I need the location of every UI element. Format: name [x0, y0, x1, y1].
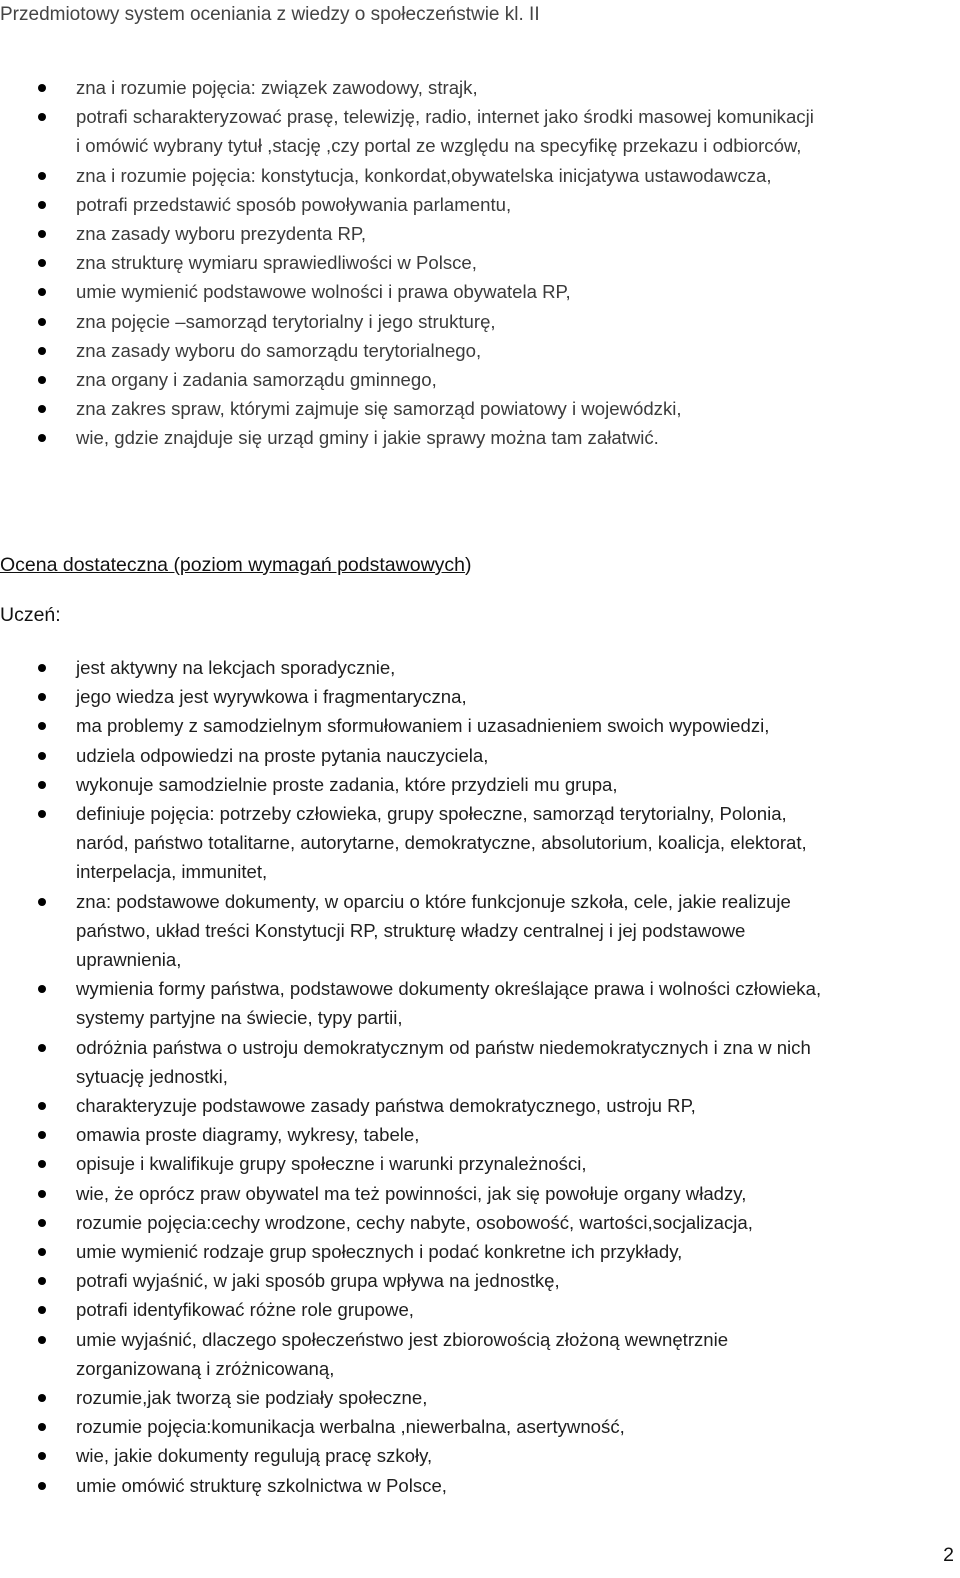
- list-item-text: sytuację jednostki,: [76, 1065, 228, 1087]
- list-item: [0, 1471, 950, 1500]
- section-heading: [0, 554, 472, 577]
- list-item-text: zna pojęcie –samorząd terytorialny i jego strukturę,: [76, 310, 496, 332]
- list-item: [0, 1383, 950, 1412]
- students-label: Uczeń:: [0, 604, 61, 626]
- page-number: 2: [943, 1544, 954, 1566]
- list-item: [0, 219, 950, 248]
- list-item-text: zna strukturę wymiaru sprawiedliwości w Polsce,: [76, 252, 477, 274]
- section-heading-tail: ): [465, 554, 472, 576]
- list-item: [0, 394, 950, 423]
- list-item-text: umie wymienić rodzaje grup społecznych i podać konkretne ich przykłady,: [76, 1241, 683, 1263]
- list-item-text: uprawnienia,: [76, 949, 182, 971]
- list-item-text: omawia proste diagramy, wykresy, tabele,: [76, 1124, 420, 1146]
- list-item-text: i omówić wybrany tytuł ,stację ,czy portal ze względu na specyfikę przekazu i odbiorców,: [76, 135, 802, 157]
- list-item-text: opisuje i kwalifikuje grupy społeczne i warunki przynależności,: [76, 1153, 587, 1175]
- list-item-text: rozumie pojęcia:cechy wrodzone, cechy nabyte, osobowość, wartości,socjalizacja,: [76, 1211, 753, 1233]
- list-item: [0, 365, 950, 394]
- list-item-text: zna zasady wyboru do samorządu terytorialnego,: [76, 339, 482, 361]
- list-item: [0, 1091, 950, 1120]
- list-item-text: potrafi wyjaśnić, w jaki sposób grupa wpływa na jednostkę,: [76, 1270, 560, 1292]
- section-heading-text: Ocena dostateczna (poziom wymagań podstawowych: [0, 554, 465, 576]
- list-item: [0, 1441, 950, 1470]
- list-item-text: ma problemy z samodzielnym sformułowaniem i uzasadnieniem swoich wypowiedzi,: [76, 715, 770, 737]
- list-item-text: zna i rozumie pojęcia: konstytucja, konkordat,obywatelska inicjatywa ustawodawcza,: [76, 164, 772, 186]
- page-header-title: Przedmiotowy system oceniania z wiedzy o społeczeństwie kl. II: [0, 4, 540, 25]
- list-item: [0, 1295, 950, 1324]
- list-item-text: systemy partyjne na świecie, typy partii,: [76, 1007, 403, 1029]
- list-item: [0, 1179, 950, 1208]
- list-item-text: rozumie,jak tworzą sie podziały społeczne,: [76, 1387, 428, 1409]
- list-item-text: umie wyjaśnić, dlaczego społeczeństwo jest zbiorowością złożoną wewnętrznie: [76, 1328, 729, 1350]
- list-item-text: państwo, układ treści Konstytucji RP, strukturę władzy centralnej i jej podstawowe: [76, 919, 746, 941]
- top-bullet-list: [0, 73, 950, 453]
- list-item: [0, 741, 950, 770]
- list-item: [0, 799, 950, 887]
- list-item-text: zna organy i zadania samorządu gminnego,: [76, 369, 437, 391]
- list-item-text: wie, gdzie znajduje się urząd gminy i jakie sprawy można tam załatwić.: [76, 427, 659, 449]
- list-item-text: interpelacja, immunitet,: [76, 861, 268, 883]
- list-item-text: udziela odpowiedzi na proste pytania nauczyciela,: [76, 744, 489, 766]
- list-item-text: naród, państwo totalitarne, autorytarne, demokratyczne, absolutorium, koalicja, elektorat,: [76, 832, 807, 854]
- list-item-text: umie wymienić podstawowe wolności i prawa obywatela RP,: [76, 281, 571, 303]
- list-item-text: jego wiedza jest wyrywkowa i fragmentaryczna,: [76, 686, 467, 708]
- list-item-text: zna: podstawowe dokumenty, w oparciu o które funkcjonuje szkoła, cele, jakie realizuje: [76, 890, 791, 912]
- list-item-text: zorganizowaną i zróżnicowaną,: [76, 1357, 335, 1379]
- list-item: [0, 770, 950, 799]
- list-item: [0, 102, 950, 160]
- list-item-text: definiuje pojęcia: potrzeby człowieka, grupy społeczne, samorząd terytorialny, Polonia,: [76, 803, 787, 825]
- list-item-text: zna zasady wyboru prezydenta RP,: [76, 223, 367, 245]
- list-item: [0, 307, 950, 336]
- list-item: [0, 1412, 950, 1441]
- list-item-text: rozumie pojęcia:komunikacja werbalna ,niewerbalna, asertywność,: [76, 1416, 625, 1438]
- list-item-text: charakteryzuje podstawowe zasady państwa demokratycznego, ustroju RP,: [76, 1095, 696, 1117]
- list-item: [0, 1266, 950, 1295]
- list-item-text: potrafi scharakteryzować prasę, telewizję, radio, internet jako środki masowej komunikacji: [76, 106, 814, 128]
- list-item: [0, 277, 950, 306]
- list-item: [0, 73, 950, 102]
- list-item-text: umie omówić strukturę szkolnictwa w Polsce,: [76, 1474, 447, 1496]
- bottom-bullet-list: [0, 653, 950, 1500]
- list-item: [0, 682, 950, 711]
- list-item-text: odróżnia państwa o ustroju demokratycznym od państw niedemokratycznych i zna w nich: [76, 1036, 811, 1058]
- list-item-text: wymienia formy państwa, podstawowe dokumenty określające prawa i wolności człowieka,: [76, 978, 822, 1000]
- list-item: [0, 887, 950, 975]
- list-item-text: wykonuje samodzielnie proste zadania, które przydzieli mu grupa,: [76, 773, 618, 795]
- list-item: [0, 190, 950, 219]
- list-item: [0, 653, 950, 682]
- list-item: [0, 1325, 950, 1383]
- list-item: [0, 711, 950, 740]
- list-item-text: zna zakres spraw, którymi zajmuje się samorząd powiatowy i wojewódzki,: [76, 398, 682, 420]
- list-item: [0, 248, 950, 277]
- list-item-text: jest aktywny na lekcjach sporadycznie,: [76, 657, 396, 678]
- list-item-text: potrafi przedstawić sposób powoływania parlamentu,: [76, 193, 512, 215]
- list-item: [0, 974, 950, 1032]
- list-item-text: wie, jakie dokumenty regulują pracę szkoły,: [76, 1445, 433, 1467]
- list-item: [0, 423, 950, 452]
- list-item: [0, 336, 950, 365]
- list-item: [0, 1120, 950, 1149]
- list-item: [0, 1149, 950, 1178]
- list-item-text: potrafi identyfikować różne role grupowe,: [76, 1299, 414, 1321]
- list-item: [0, 1237, 950, 1266]
- list-item: [0, 1033, 950, 1091]
- list-item: [0, 1208, 950, 1237]
- list-item-text: wie, że oprócz praw obywatel ma też powinności, jak się powołuje organy władzy,: [76, 1182, 747, 1204]
- list-item-text: zna i rozumie pojęcia: związek zawodowy, strajk,: [76, 77, 478, 98]
- list-item: [0, 161, 950, 190]
